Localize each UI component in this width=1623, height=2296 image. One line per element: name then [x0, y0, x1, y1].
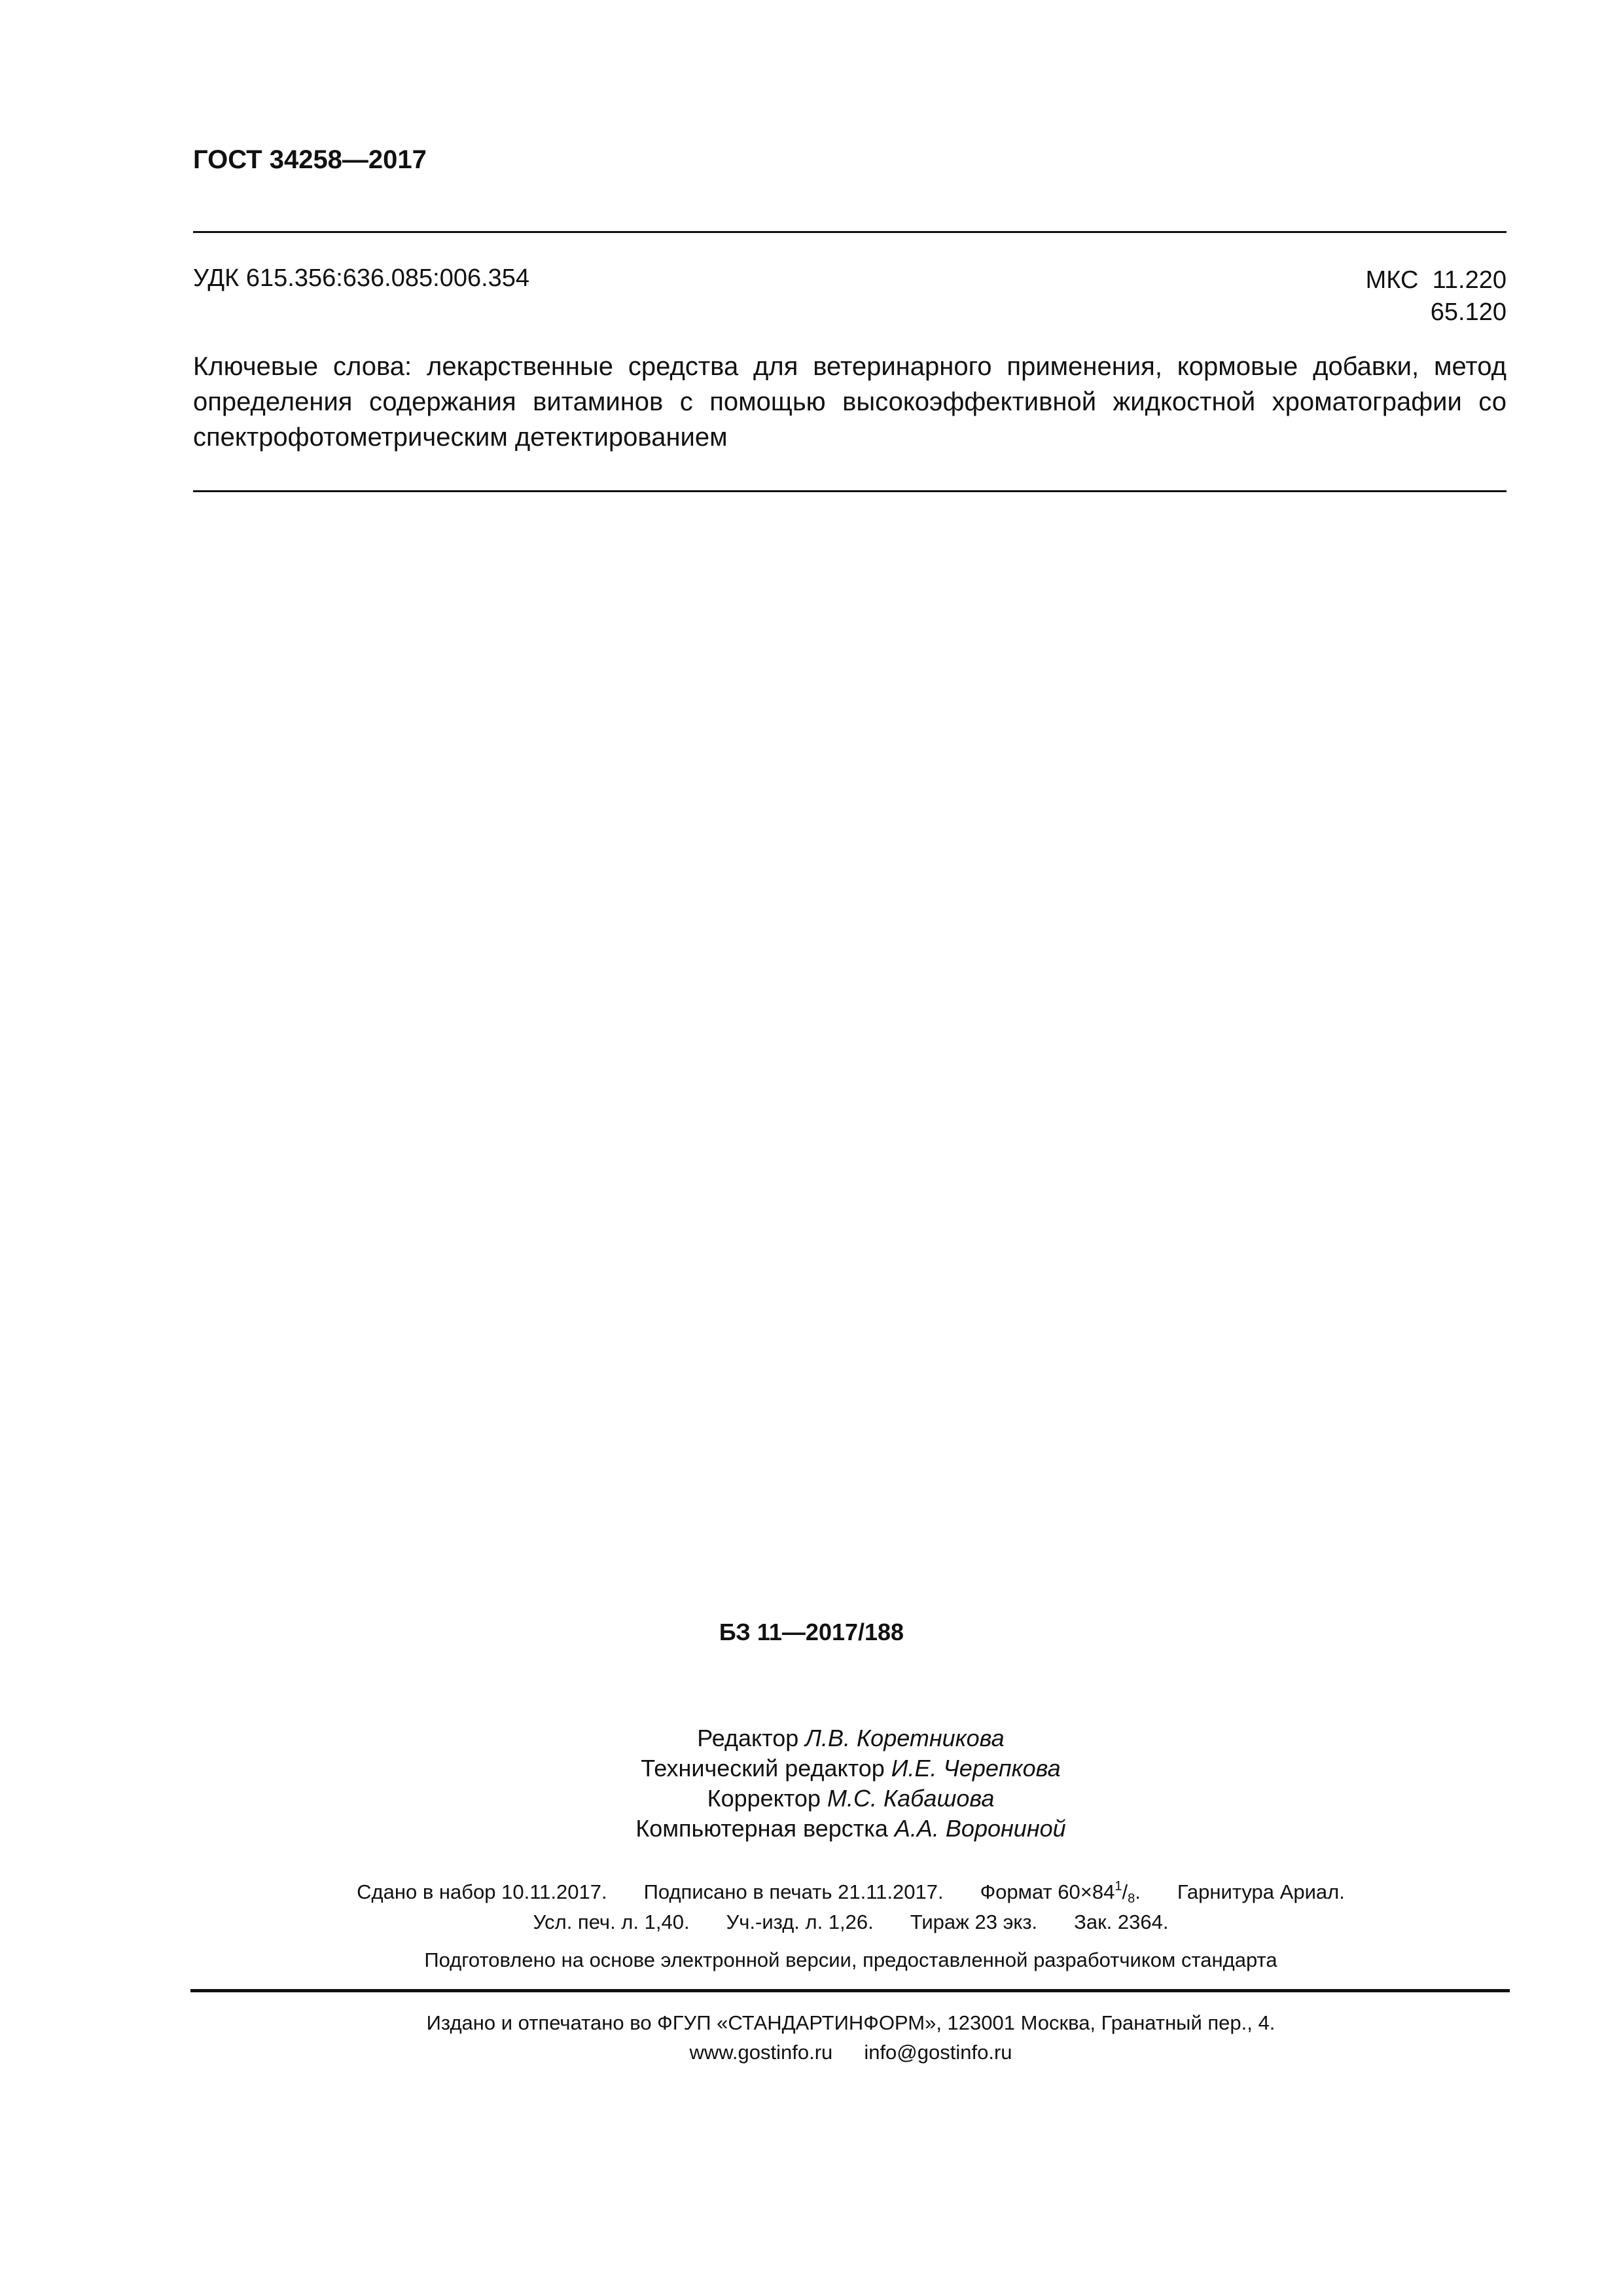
staff-name: Л.В. Коретникова	[805, 1725, 1005, 1751]
mks-code: 65.120	[1430, 298, 1507, 326]
staff-role: Редактор	[697, 1725, 799, 1751]
imprint-line-2	[0, 1910, 1623, 1934]
submitted-date: Сдано в набор 10.11.2017.	[357, 1880, 607, 1903]
staff-name: И.Е. Черепкова	[891, 1755, 1061, 1782]
print-sheets: Усл. печ. л. 1,40.	[533, 1910, 690, 1933]
publisher-contacts	[0, 2041, 1623, 2064]
mks-code: 11.220	[1432, 266, 1507, 294]
staff-line	[0, 1784, 1623, 1814]
format: Формат $60\times 84^1/_8$.	[980, 1879, 1141, 1906]
mks-line-1	[1366, 264, 1507, 296]
format-denominator: 8	[1128, 1892, 1135, 1906]
mks-label: МКС	[1365, 266, 1419, 294]
mks-codes	[1366, 264, 1507, 329]
email-link[interactable]: info@gostinfo.ru	[864, 2041, 1012, 2064]
staff-role: Корректор	[707, 1785, 821, 1812]
bz-number: БЗ 11—2017/188	[719, 1619, 904, 1645]
publishing-sheets: Уч.-изд. л. 1,26.	[726, 1910, 874, 1933]
signed-date: Подписано в печать 21.11.2017.	[643, 1880, 944, 1903]
keywords-divider	[193, 490, 1507, 492]
staff-line	[0, 1723, 1623, 1753]
staff-line	[0, 1814, 1623, 1844]
format-prefix: Формат 60×84	[980, 1880, 1115, 1903]
imprint-line-1	[0, 1879, 1623, 1907]
typeface: Гарнитура Ариал.	[1177, 1880, 1345, 1903]
format-numerator: 1	[1115, 1879, 1122, 1893]
circulation: Тираж 23 экз.	[910, 1910, 1038, 1933]
order-number: Зак. 2364.	[1074, 1910, 1169, 1933]
publisher-divider	[190, 1989, 1510, 1992]
staff-role: Технический редактор	[641, 1755, 885, 1782]
udk-code: УДК 615.356:636.085:006.354	[193, 264, 530, 292]
publisher-line: Издано и отпечатано во ФГУП «СТАНДАРТИНФОРМ», 123001 Москва, Гранатный пер., 4.	[426, 2011, 1275, 2034]
document-code: ГОСТ 34258—2017	[193, 145, 427, 174]
website-link[interactable]: www.gostinfo.ru	[689, 2041, 833, 2064]
prepared-note: Подготовлено на основе электронной версии, предоставленной разработчиком стандарта	[424, 1948, 1277, 1971]
format-suffix: .	[1135, 1880, 1141, 1903]
keywords-paragraph: Ключевые слова: лекарственные средства для ветеринарного применения, кормовые добавки, метод определения содержания витаминов с помощью высокоэффективной жидкостной хроматографии со спектрофотометрическим детектированием	[193, 352, 1507, 452]
staff-name: М.С. Кабашова	[827, 1785, 995, 1812]
top-divider	[193, 231, 1507, 233]
staff-role: Компьютерная верстка	[635, 1815, 888, 1842]
editorial-staff	[0, 1723, 1623, 1844]
staff-line	[0, 1753, 1623, 1784]
staff-name: А.А. Ворониной	[894, 1815, 1066, 1842]
